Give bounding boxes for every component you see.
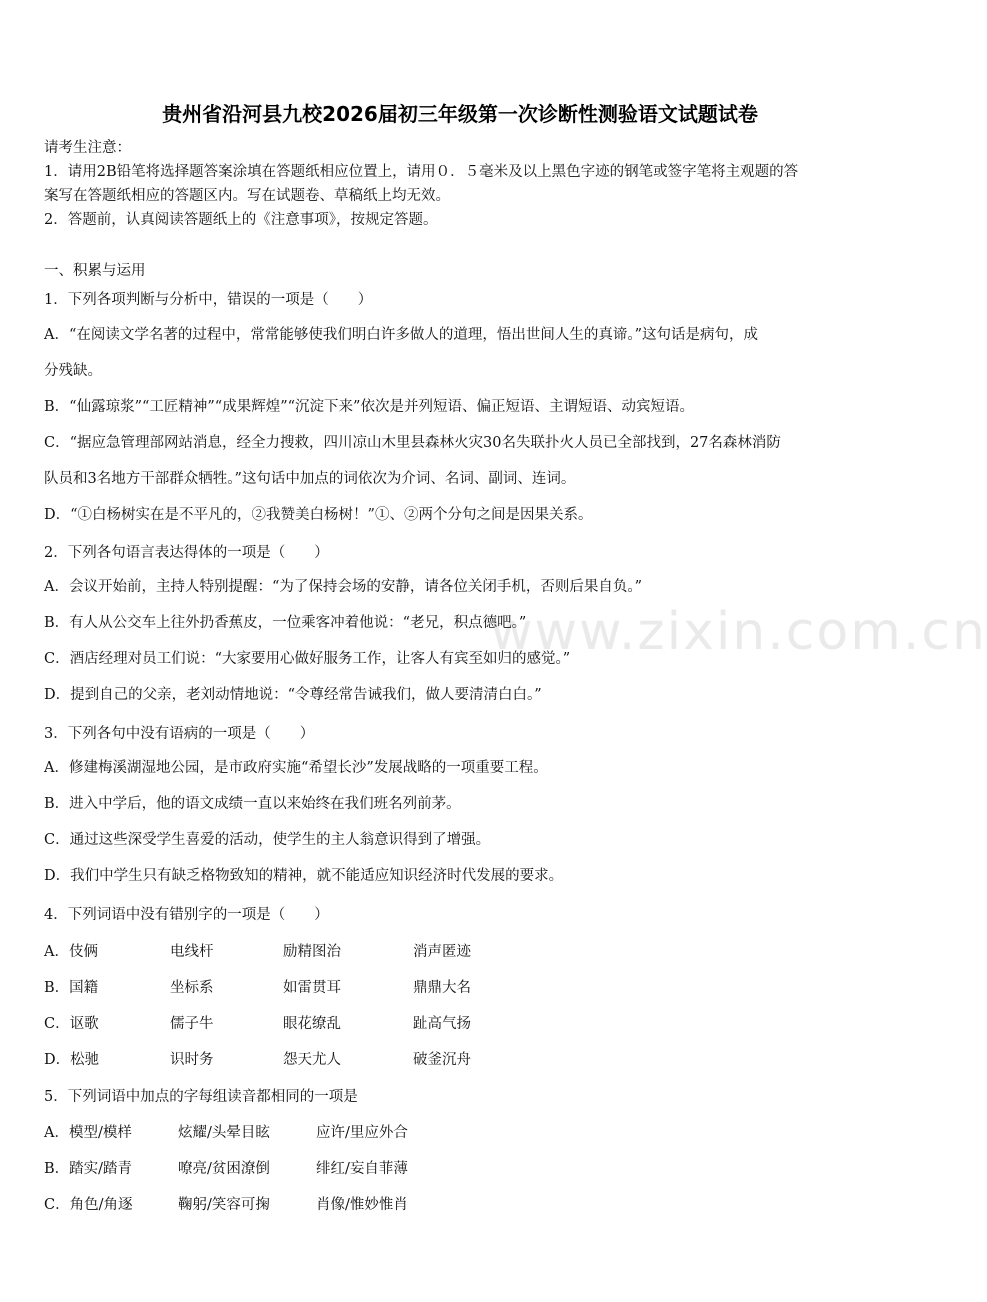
question-2-stem: 2．下列各句语言表达得体的一项是（ ） xyxy=(44,545,329,561)
option-word-4: 鼎鼎大名 xyxy=(413,980,471,996)
option-label: B．踏实/踏青 xyxy=(44,1161,133,1177)
section-heading: 一、积累与运用 xyxy=(44,263,146,279)
question-1-option-c-line-1: C．“据应急管理部网站消息，经全力搜救，四川凉山木里县森林火灾30名失联扑火人员已全部找到，27名森林消防 xyxy=(44,435,781,451)
question-4-stem: 4．下列词语中没有错别字的一项是（ ） xyxy=(44,907,329,923)
notice-item-1-line-2: 案写在答题纸相应的答题区内。写在试题卷、草稿纸上均无效。 xyxy=(44,188,450,204)
question-2-option-c: C．酒店经理对员工们说：“大家要用心做好服务工作，让客人有宾至如归的感觉。” xyxy=(44,651,571,667)
option-word-4: 趾高气扬 xyxy=(413,1016,471,1032)
question-2-option-a: A．会议开始前，主持人特别提醒：“为了保持会场的安静，请各位关闭手机，否则后果自负。” xyxy=(44,579,643,595)
question-2-option-b: B．有人从公交车上往外扔香蕉皮，一位乘客冲着他说：“老兄，积点德吧。” xyxy=(44,615,527,631)
option-word-2: 鞠躬/笑容可掬 xyxy=(178,1197,270,1213)
option-word-3: 眼花缭乱 xyxy=(283,1016,341,1032)
notice-item-1-line-1: 1．请用2B铅笔将选择题答案涂填在答题纸相应位置上，请用０．５毫米及以上黑色字迹的钢笔或签字笔将主观题的答 xyxy=(44,164,799,180)
watermark: www.zixin.com.cn xyxy=(490,602,987,662)
question-1-option-b: B．“仙露琼浆”“工匠精神”“成果辉煌”“沉淀下来”依次是并列短语、偏正短语、主谓短语、动宾短语。 xyxy=(44,399,694,415)
option-word-3: 应许/里应外合 xyxy=(316,1125,408,1141)
question-3-option-b: B．进入中学后，他的语文成绩一直以来始终在我们班名列前茅。 xyxy=(44,796,461,812)
option-word-2: 电线杆 xyxy=(170,944,214,960)
question-3-option-d: D．我们中学生只有缺乏格物致知的精神，就不能适应知识经济时代发展的要求。 xyxy=(44,868,564,884)
question-1-stem: 1．下列各项判断与分析中，错误的一项是（ ） xyxy=(44,292,373,308)
option-label: D．松驰 xyxy=(44,1052,100,1068)
option-label: A．伎俩 xyxy=(44,944,98,960)
option-word-2: 坐标系 xyxy=(170,980,214,996)
question-3-stem: 3．下列各句中没有语病的一项是（ ） xyxy=(44,726,315,742)
option-word-2: 炫耀/头晕目眩 xyxy=(178,1125,270,1141)
question-5-stem: 5．下列词语中加点的字每组读音都相同的一项是 xyxy=(44,1089,358,1105)
option-label: A．模型/模样 xyxy=(44,1125,132,1141)
question-1-option-a-line-2: 分残缺。 xyxy=(44,363,102,379)
question-1-option-a-line-1: A．“在阅读文学名著的过程中，常常能够使我们明白许多做人的道理，悟出世间人生的真谛。”这句话是病句，成 xyxy=(44,327,759,343)
question-1-option-d: D．“①白杨树实在是不平凡的，②我赞美白杨树！”①、②两个分句之间是因果关系。 xyxy=(44,507,593,523)
question-1-option-c-line-2: 队员和3名地方干部群众牺牲。”这句话中加点的词依次为介词、名词、副词、连词。 xyxy=(44,471,576,487)
notice-heading: 请考生注意： xyxy=(44,140,131,156)
option-word-2: 识时务 xyxy=(170,1052,214,1068)
option-word-2: 儒子牛 xyxy=(170,1016,214,1032)
option-word-4: 消声匿迹 xyxy=(413,944,471,960)
question-2-option-d: D．提到自己的父亲，老刘动情地说：“令尊经常告诫我们，做人要清清白白。” xyxy=(44,687,542,703)
question-3-option-a: A．修建梅溪湖湿地公园，是市政府实施“希望长沙”发展战略的一项重要工程。 xyxy=(44,760,548,776)
option-word-3: 绯红/妄自菲薄 xyxy=(316,1161,408,1177)
option-word-3: 怨天尤人 xyxy=(283,1052,341,1068)
notice-item-2: 2．答题前，认真阅读答题纸上的《注意事项》，按规定答题。 xyxy=(44,212,438,228)
option-label: C．讴歌 xyxy=(44,1016,99,1032)
option-word-2: 嘹亮/贫困潦倒 xyxy=(178,1161,270,1177)
option-label: C．角色/角逐 xyxy=(44,1197,133,1213)
option-word-4: 破釜沉舟 xyxy=(413,1052,471,1068)
question-3-option-c: C．通过这些深受学生喜爱的活动，使学生的主人翁意识得到了增强。 xyxy=(44,832,491,848)
option-label: B．国籍 xyxy=(44,980,99,996)
option-word-3: 励精图治 xyxy=(283,944,341,960)
option-word-3: 肖像/惟妙惟肖 xyxy=(316,1197,408,1213)
page-title: 贵州省沿河县九校2026届初三年级第一次诊断性测验语文试题试卷 xyxy=(162,102,758,126)
option-word-3: 如雷贯耳 xyxy=(283,980,341,996)
